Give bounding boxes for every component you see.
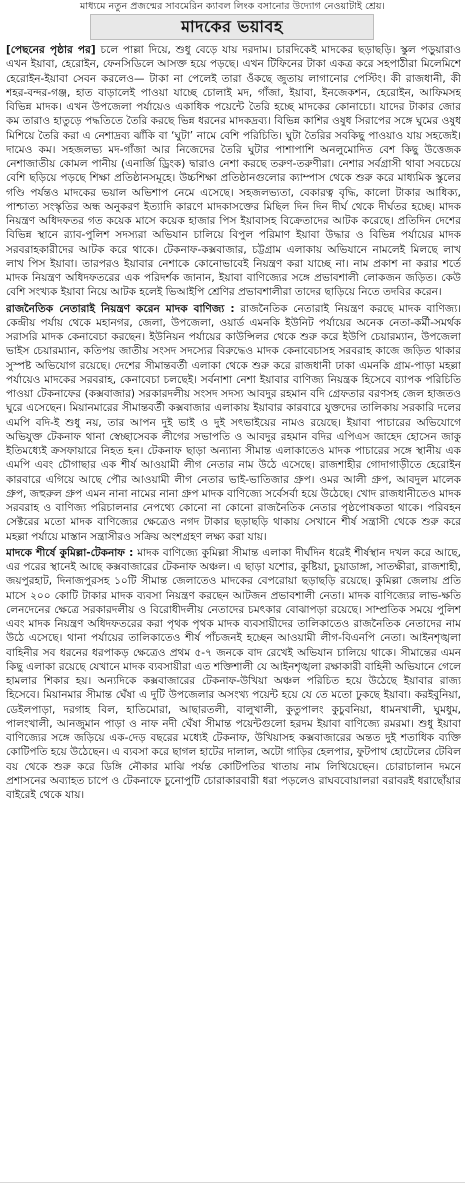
paragraph-intro	[6, 43, 461, 300]
subheading-politics: রাজনৈতিক নেতারাই নিয়ন্ত্রণ করেন মাদক বাণিজ্য :	[6, 302, 235, 315]
paragraph-intro-text: চলে পাল্লা দিয়ে, শুধু বেড়ে যায় দরদাম। চারদিকেই মাদকের ছড়াছড়ি। স্কুল পড়ুয়ারাও এখন ইয়াবা, হেরোইন, ফেনসিডিলে আসক্ত হয়ে পড়ছে। এখন টিফিনের টাকা একত্র করে সহপাঠীরা মিলেমিশে হেরোইন-ইয়াবা সেবন করলেও— টাকা না পেলেই তারা ওঁকছে জুতায় লাগানোর পেস্টিং। কী রাজধানী, কী শহর-বন্দর-গঞ্জ, হাত বাড়ালেই পাওয়া যাচ্ছে চোলাই মদ, গাঁজা, ইয়াবা, ইনজেকশন, হেরোইন, আফিমসহ বিভিন্ন মাদক। এখন উপজেলা পর্যায়েও একাধিক পয়েন্টে তৈরি হচ্ছে মাদকের কোনাচো। যাদের টাকার জোর কম তারাও হাতুড়ে পদ্ধতিতে তৈরি করছে ভিন্ন ধরনের মাদকদ্রব্য। বিভিন্ন কাশির ওষুধ সিরাপের সঙ্গে ঘুমের ওষুধ মিশিয়ে তৈরি করা এ নেশাদ্রব্য ঝাঁকি বা ‘ঘুটা’ নামে বেশি পরিচিতি। ঘুটা তৈরির সবকিছু পাওয়াও যায় সহজেই। দামেও কম। সহজলভ্য মদ-গাঁজা আর নিজেদের তৈরি ঘুটার পাশাপাশি অনলুমোদিত বেশ কিছু উত্তেজক নেশাজাতীয় কোমল পানীয় (এনার্জি ড্রিংক) দ্বারাও নেশা করছে তরুণ-তরুণীরা। নেশার সর্বগ্রাসী থাবা সবচেয়ে বেশি ছড়িয়ে পড়ছে শিক্ষা প্রতিষ্ঠানসমূহে। উচ্চশিক্ষা প্রতিষ্ঠানগুলোর ক্যাম্পাস থেকে শুরু করে মাধ্যমিক স্কুলের গণ্ডি পর্যন্তও মাদকের ভয়াল অভিশাপ নেমে এসেছে। সহজলভ্যতা, বেকারত্ব বৃদ্ধি, কালো টাকার আধিক্য, পাশ্চাত্য সংস্কৃতির অন্ধ অনুকরণ ইত্যাদি কারণে মাদকাসক্তের মিছিল দিন দিন দীর্ঘ থেকে দীর্ঘতর হচ্ছে। মাদক নিয়ন্ত্রণ অধিদফতর গত কয়েক মাসে কয়েক হাজার পিস ইয়াবাসহ বিক্রেতাদের আটক করেছে। প্রতিদিন দেশের বিভিন্ন স্থানে র‌্যাব-পুলিশ সদস্যরা অভিযান চালিয়ে বিপুল পরিমাণ ইয়াবা উদ্ধার ও বিভিন্ন পর্যায়ের মাদক সরবরাহকারীদের আটক করে থাকে। টেকনাফ-কক্সবাজার, চট্টগ্রাম এলাকায় অভিযানে নামলেই মিলছে লাখ লাখ পিস ইয়াবা। তারপরও ইয়াবার নেশাকে কোনোভাবেই নিয়ন্ত্রণ করা যাচ্ছে না। নাম প্রকাশ না করার শর্তে মাদক নিয়ন্ত্রণ অধিদফতরের এক পরিদর্শক জানান, ইয়াবা বাণিজ্যের সঙ্গে প্রভাবশালী লোকজন জড়িত। কেউ বেশি সংখ্যক ইয়াবা নিয়ে আটক হলেই ভিআইপি শ্রেণির প্রভাবশালীরা তাদের ছাড়িয়ে নিতে তদবির করেন।	[6, 44, 461, 299]
continuation-marker: [পেছনের পৃষ্ঠার পর]	[6, 44, 96, 56]
article-body	[6, 43, 461, 1181]
bottom-divider	[0, 1182, 465, 1183]
paragraph-comilla-teknaf	[6, 546, 461, 803]
headline: মাদকের ভয়াবহ	[181, 16, 283, 36]
headline-box	[90, 14, 374, 40]
subheading-comilla-teknaf: মাদকে শীর্ষে কুমিল্লা-টেকনাফ :	[6, 546, 134, 559]
paragraph-comilla-teknaf-text: মাদক বাণিজ্যে কুমিল্লা সীমান্ত এলাকা দীর্ঘদিন ধরেই শীর্ষস্থান দখল করে আছে, এর পরের স্থানেই আছে কক্সবাজারের টেকনাফ অঞ্চল। এ ছাড়া যশোর, কুষ্টিয়া, চুয়াডাঙ্গা, সাতক্ষীরা, রাজশাহী, জয়পুরহাট, দিনাজপুরসহ ১০টি সীমান্ত জেলাতেও মাদকের বেপরোয়া ছড়াছড়ি রয়েছে। কুমিল্লা জেলায় প্রতি মাসে ২০০ কোটি টাকার মাদক ব্যবসা নিয়ন্ত্রণ করছেন আটজন প্রভাবশালী নেতা। মাদক বাণিজ্যের লাভ-ক্ষতি লেনদেনের ক্ষেত্রে সরকারদলীয় ও বিরোধীদলীয় নেতাদের চমৎকার বোঝাপড়া রয়েছে। সাম্প্রতিক সময়ে পুলিশ এবং মাদক নিয়ন্ত্রণ অধিদফতরের করা পৃথক পৃথক মাদক ব্যবসায়ীদের তালিকাতেও রাজনৈতিক নেতাদের নাম উঠে এসেছে। থানা পর্যায়ের তালিকাতেও শীর্ষ পাঁচজনই হচ্ছেন আওয়ামী লীগ-বিএনপি নেতা। আইনশৃঙ্খলা বাহিনীর সব ধরনের ধরপাকড় ক্ষেত্রেও প্রথম ৫-৭ জনকে বাদ রেখেই অভিযান চালিয়ে থাকে। সীমান্তের এমন কিছু এলাকা রয়েছে যেখানে মাদক ব্যবসায়ীরা এত শক্তিশালী যে আইনশৃঙ্খলা রক্ষাকারী বাহিনী অভিযানে গেলে হামলার শিকার হয়। অন্যদিকে কক্সবাজারের টেকনাফ-উখিয়া অঞ্চল পরিচিত হয়ে উঠেছে ইয়াবার রাজ্য হিসেবে। মিয়ানমার সীমান্ত ঘেঁষা এ দুটি উপজেলার অসংখ্য পয়েন্ট হয়ে যে তে মতো ঢুকছে ইয়াবা। করইবুনিয়া, ডেইলপাড়া, দরগাহ বিল, হাতিমোরা, আছারতলী, বালুখালী, কুতুপালং কুচুবনিয়া, ধামনখালী, ঘুমধুম, পালংখালী, আনজুমান পাড়া ও নাফ নদী ঘেঁষা সীমান্ত পয়েন্টগুলো হরদম ইয়াবা বাণিজ্যে রমরমা। শুধু ইয়াবা বাণিজ্যের সঙ্গে জড়িয়ে এক-দেড় বছরের মধ্যেই টেকনাফ, উখিয়াসহ কক্সবাজারের অন্তত দুই শতাধিক ব্যক্তি কোটিপতি হয়ে উঠেছেন। এ ব্যবসা করে ছাগল হাটের দালাল, অটো গাড়ির হেলপার, ফুটপাথ হোটেলের টেবিল বয় থেকে শুরু করে ডিঙ্গি নৌকার মাঝি পর্যন্ত কোটিপতির খাতায় নাম লিখিয়েছেন। চোরাচালান দমনে প্রশাসনের অব্যাহত চাপে ও টেকনাফে চুনোপুটি চোরাকারবারী ধরা পড়লেও রাঘববোয়ালরা বরাবরই ধরাছোঁয়ার বাইরেই থেকে যায়।	[6, 546, 461, 801]
previous-article-tail: মাধ্যমে নতুন প্রজন্মের সাবমেরিন ক্যাবল লিংক বসানোর উদ্যোগ নেওয়াটাই শ্রেয়।	[80, 1, 385, 12]
paragraph-politics	[6, 302, 461, 544]
paragraph-politics-text: রাজনৈতিক নেতারাই নিয়ন্ত্রণ করছে মাদক বাণিজ্য। কেন্দ্রীয় পর্যায় থেকে মহানগর, জেলা, উপজেলা, ওয়ার্ড এমনকি ইউনিট পর্যায়ের অনেক নেতা-কর্মী-সমর্থক সরাসরি মাদক কেনাবেচা করছেন। ইউনিয়ন পর্যায়ের কাউন্সিলর থেকে শুরু করে ইউপি চেয়ারম্যান, উপজেলা ভাইস চেয়ারম্যান, কতিপয় জাতীয় সংসদ সদস্যের বিরুদ্ধেও মাদক কেনাবেচাসহ সরবরাহ কাজে জড়িত থাকার সুস্পষ্ট অভিযোগ রয়েছে। দেশের সীমান্তবর্তী এলাকা থেকে শুরু করে রাজধানী ঢাকা এমনকি গ্রাম-পাড়া মহল্লা পর্যায়েও মাদকের সরবরাহ, কেনাবেচা চলছেই। সর্বনাশা নেশা ইয়াবার বাণিজ্য নিয়ন্ত্রক হিসেবে ব্যাপক পরিচিতি পাওয়া টেকনাফের (কক্সবাজার) সরকারদলীয় সংসদ সদস্য আবদুর রহমান বদি গ্রেফতার বরণসহ জেল হাজতও ঘুরে এসেছেন। মিয়ানমারের সীমান্তবর্তী কক্সবাজার এলাকায় ইয়াবার কারবারে যুক্তদের তালিকায় সরকারি দলের এমপি বদি-ই শুধু নয়, তার আপন দুই ভাই ও দুই সৎভাইয়ের নামও রয়েছে। ইয়াবা পাচারের অভিযোগে অভিযুক্ত টেকনাফ থানা স্বেচ্ছাসেবক লীগের সভাপতি ও আবদুর রহমান বদির এপিএস জাহেদ হোসেন জাকু ইতিমধ্যেই ক্রসফায়ারে নিহত হন। টেকনাফ ছাড়া অন্যান্য সীমান্ত এলাকাতেও মাদক পাচারের সঙ্গে স্থানীয় এক এমপি এবং চৌগাছার এক শীর্ষ আওয়ামী লীগ নেতার নাম উঠে এসেছে। রাজশাহীর গোদাগাড়ীতে হেরোইন কারবারে এগিয়ে আছে পৌর আওয়ামী লীগ নেতার ভাই-ভাতিজার গ্রুপ। ওমর আলী গ্রুপ, আবদুল মালেক গ্রুপ, জহুরুল গ্রুপ এমন নানা নামের নানা গ্রুপ মাদক বাণিজ্যে সর্বেসর্বা হয়ে উঠেছে। খোদ রাজধানীতেও মাদক সরবরাহ ও বাণিজ্য পরিচালনার নেপথ্যে কোনো না কোনো রাজনৈতিক নেতার পৃষ্ঠপোষকতা থাকে। পরিবহন সেক্টরের মতো মাদক বাণিজ্যের ক্ষেত্রেও নগদ টাকার ছড়াছড়ি থাকায় সেখানে শীর্ষ সন্ত্রাসী থেকে শুরু করে মহল্লা পর্যায়ে মাস্তান সন্ত্রাসীরও সক্রিয় অংশগ্রহণ লক্ষ্য করা যায়।	[6, 302, 461, 543]
